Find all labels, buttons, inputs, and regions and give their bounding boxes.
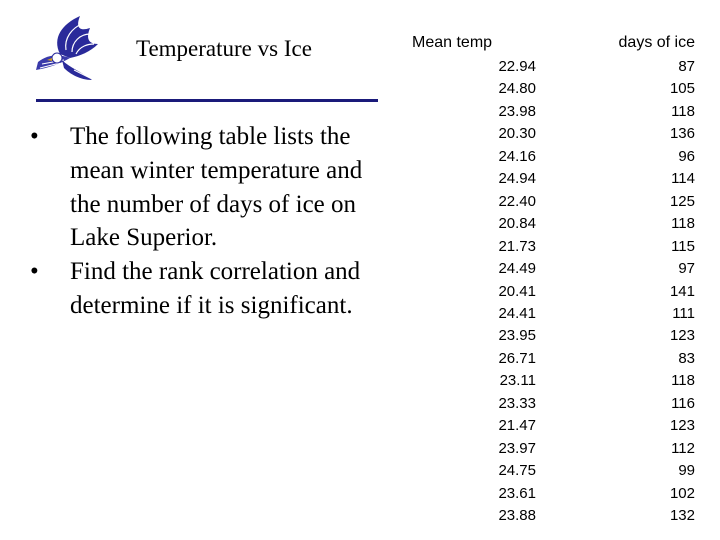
days-of-ice-cell: 112 (671, 439, 695, 457)
bullet-item (30, 120, 370, 255)
eagle-logo-icon (30, 14, 104, 86)
days-of-ice-cell: 118 (671, 215, 695, 233)
bullet-text: The following table lists the mean winter temperature and the number of days of ice on Lake Superior. (70, 123, 363, 252)
mean-temp-cell: 23.11 (499, 372, 536, 390)
days-of-ice-cell: 105 (669, 80, 695, 98)
days-of-ice-cell: 96 (678, 147, 695, 165)
mean-temp-header: Mean temp (412, 34, 493, 51)
mean-temp-cell: 22.40 (498, 192, 536, 210)
days-of-ice-cell: 123 (669, 327, 695, 345)
mean-temp-cell: 24.75 (498, 462, 536, 480)
mean-temp-cell: 22.94 (498, 58, 536, 75)
mean-temp-cell: 23.33 (498, 394, 536, 412)
bullet-text: Find the rank correlation and determine if it is significant. (70, 258, 361, 319)
days-of-ice-cell: 132 (669, 507, 695, 525)
title-divider (36, 99, 378, 102)
days-of-ice-cell: 118 (671, 372, 695, 390)
bullet-item (30, 255, 370, 323)
bullet-dot: • (30, 258, 39, 286)
days-of-ice-cell: 118 (671, 102, 695, 120)
days-of-ice-cell: 115 (671, 237, 695, 255)
days-of-ice-header: days of ice (618, 34, 695, 51)
days-of-ice-cell: 136 (669, 125, 695, 143)
days-of-ice-cell: 123 (669, 417, 695, 435)
days-of-ice-cell: 97 (678, 260, 695, 278)
bullet-list (30, 120, 370, 323)
mean-temp-cell: 21.73 (498, 237, 536, 255)
days-of-ice-cell: 125 (669, 192, 695, 210)
days-of-ice-column (640, 56, 695, 528)
mean-temp-cell: 23.88 (498, 507, 536, 525)
days-of-ice-cell: 111 (672, 304, 695, 322)
mean-temp-cell: 24.41 (498, 304, 536, 322)
days-of-ice-cell: 102 (669, 484, 695, 502)
slide-title: Temperature vs Ice (136, 36, 312, 61)
days-of-ice-cell: 114 (671, 170, 695, 188)
mean-temp-cell: 20.84 (498, 215, 536, 233)
days-of-ice-cell: 99 (678, 462, 695, 480)
days-of-ice-cell: 116 (671, 394, 695, 412)
mean-temp-cell: 24.80 (498, 80, 536, 98)
mean-temp-cell: 23.95 (498, 327, 536, 345)
mean-temp-cell: 23.97 (498, 439, 536, 457)
mean-temp-cell: 24.49 (498, 260, 536, 278)
mean-temp-cell: 23.98 (498, 102, 536, 120)
mean-temp-cell: 24.16 (498, 147, 536, 165)
mean-temp-cell: 23.61 (498, 484, 536, 502)
mean-temp-cell: 20.41 (498, 282, 536, 300)
days-of-ice-cell: 141 (669, 282, 695, 300)
bullet-dot: • (30, 123, 39, 150)
mean-temp-cell: 21.47 (498, 417, 536, 435)
mean-temp-column (470, 56, 536, 528)
mean-temp-cell: 20.30 (498, 125, 536, 143)
days-of-ice-cell: 87 (678, 58, 695, 75)
mean-temp-cell: 24.94 (498, 170, 536, 188)
days-of-ice-cell: 83 (678, 349, 695, 367)
mean-temp-cell: 26.71 (498, 349, 536, 367)
